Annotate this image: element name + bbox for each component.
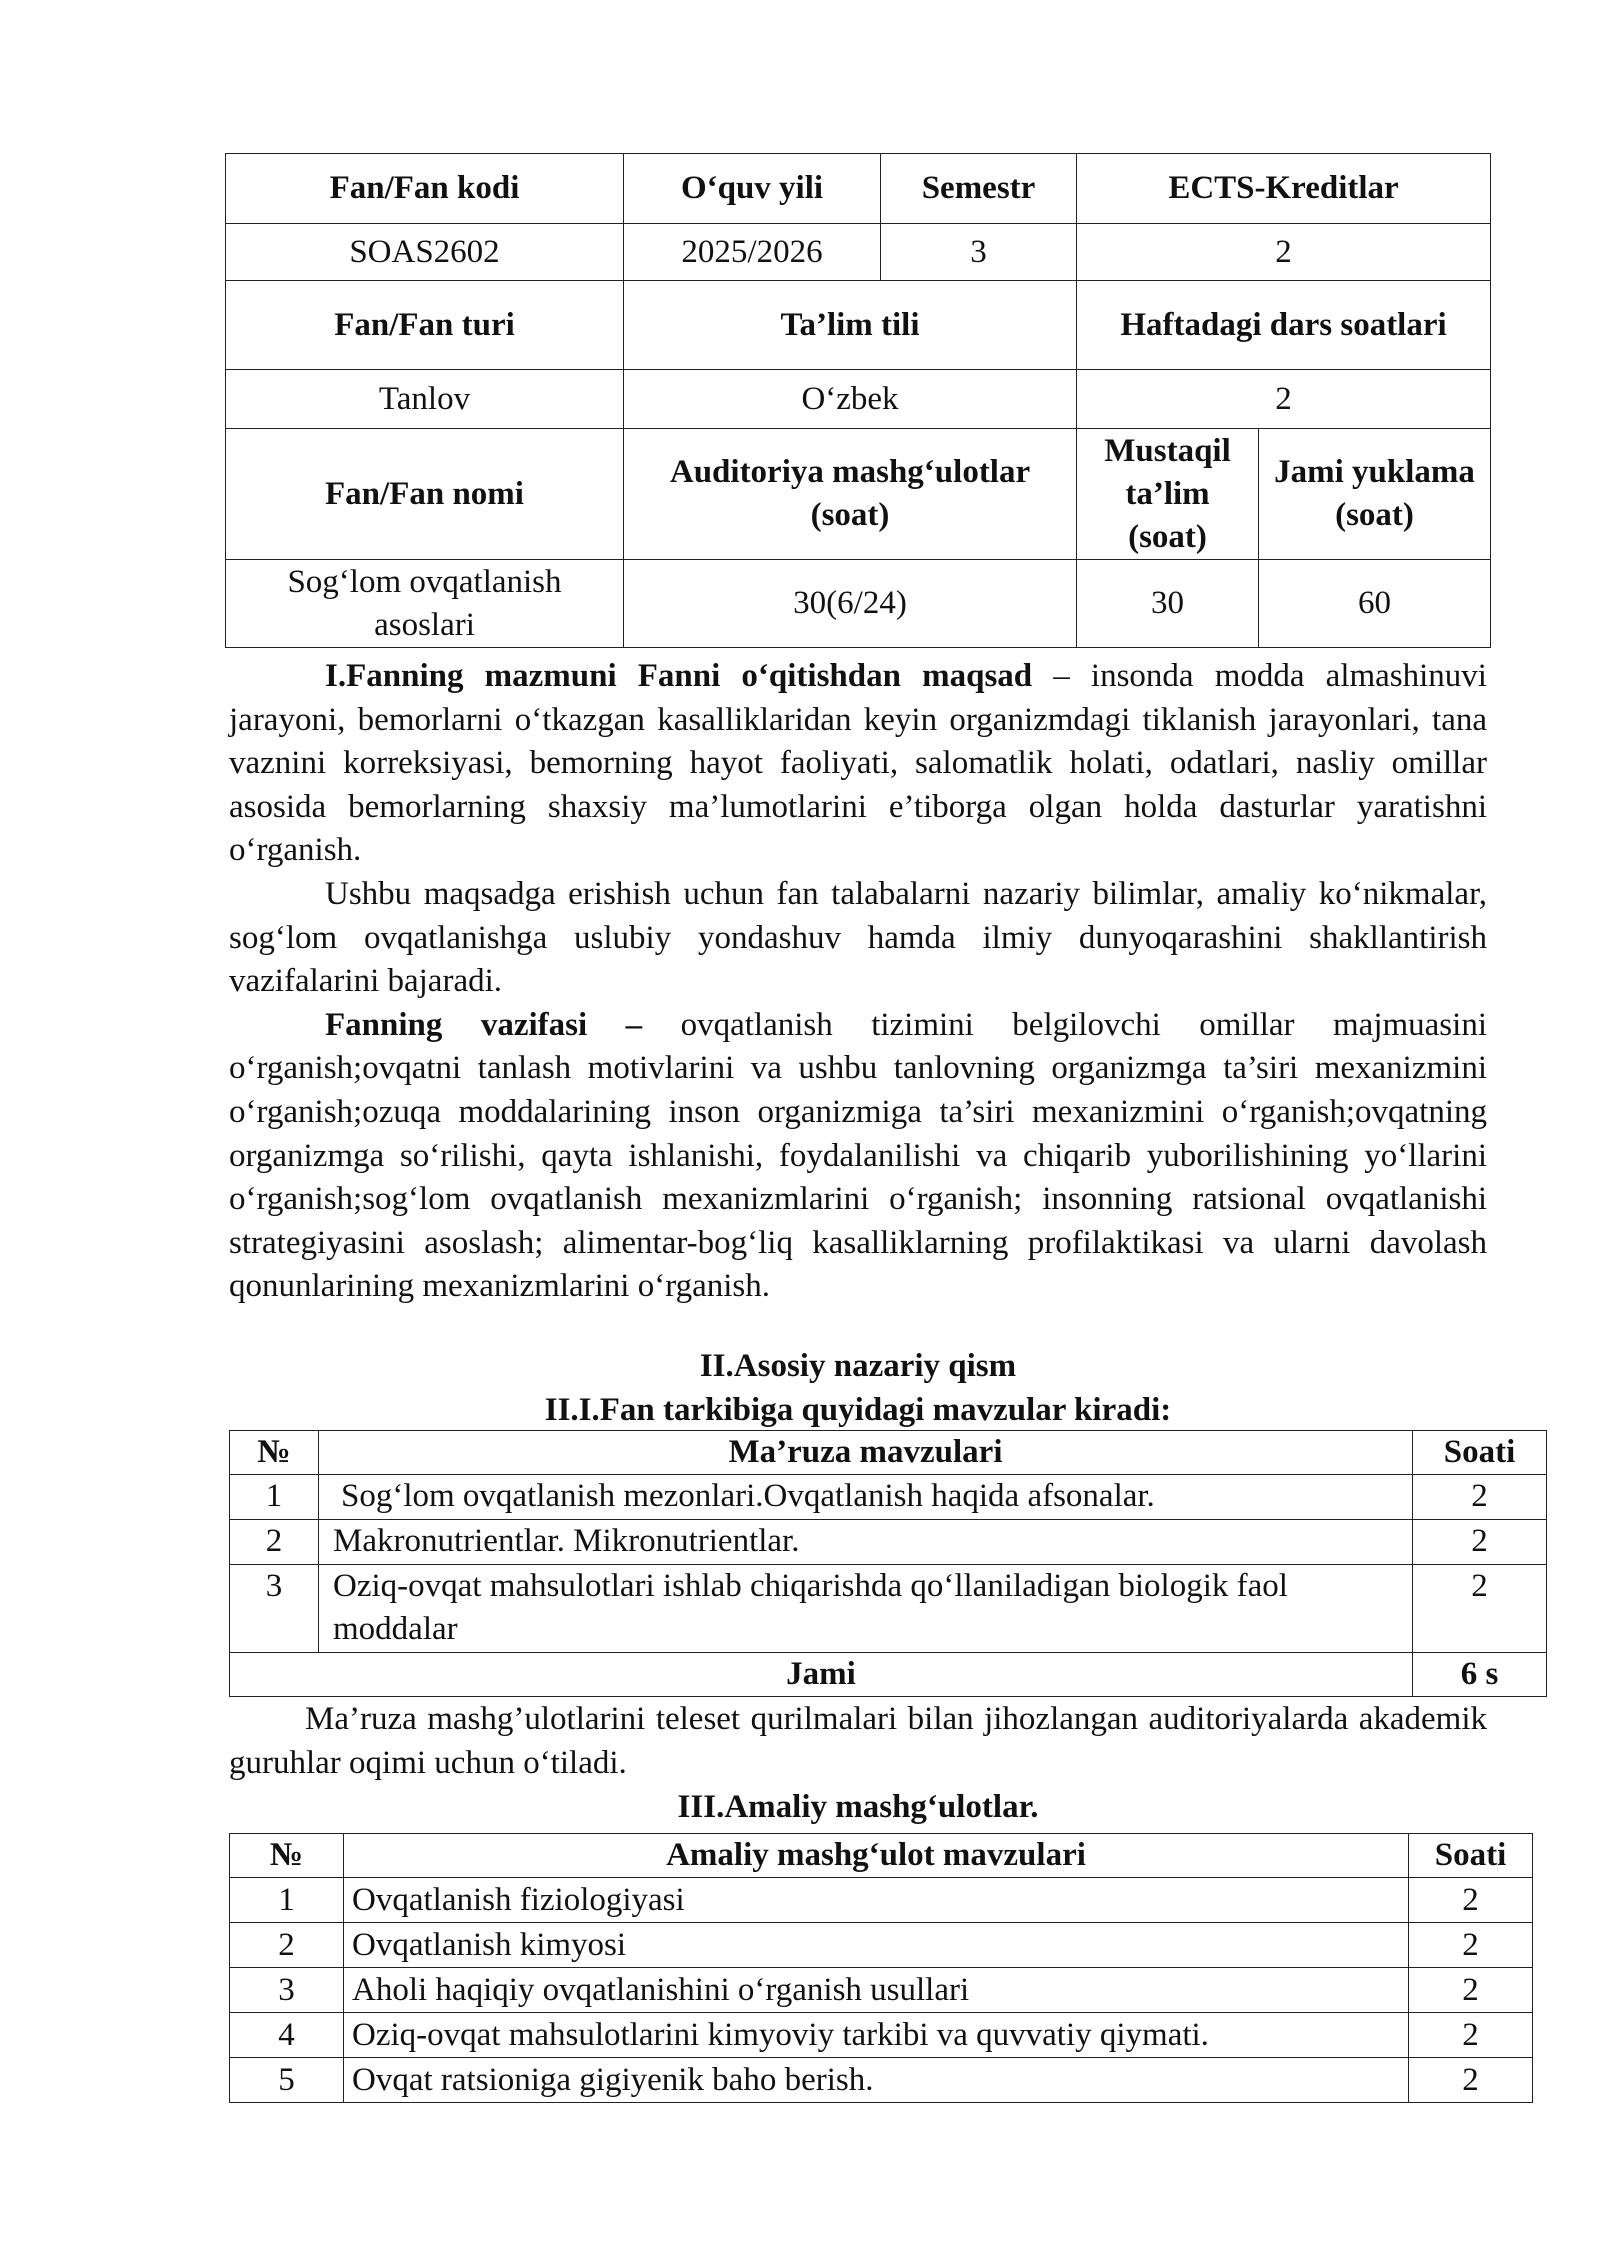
practical-row-hours: 2 bbox=[1409, 2058, 1533, 2103]
header-fan-kodi: Fan/Fan kodi bbox=[226, 154, 624, 224]
table-row bbox=[230, 1923, 1533, 1968]
lecture-header-hours: Soati bbox=[1413, 1431, 1547, 1475]
practical-row-topic: Oziq-ovqat mahsulotlarini kimyoviy tarkibi va quvvatiy qiymati. bbox=[344, 2013, 1409, 2058]
practical-header-hours: Soati bbox=[1409, 1834, 1533, 1878]
practical-row-topic: Ovqat ratsioniga gigiyenik baho berish. bbox=[344, 2058, 1409, 2103]
purpose-heading: I.Fanning mazmuni Fanni o‘qitishdan maqsad bbox=[325, 658, 1033, 694]
practical-row-hours: 2 bbox=[1409, 2013, 1533, 2058]
header-jami-yuklama: Jami yuklama (soat) bbox=[1259, 429, 1491, 560]
lecture-row-topic: Makronutrientlar. Mikronutrientlar. bbox=[319, 1520, 1413, 1565]
lecture-row-num: 3 bbox=[230, 1565, 319, 1653]
value-ects: 2 bbox=[1077, 224, 1491, 281]
practical-row-num: 1 bbox=[230, 1878, 344, 1923]
practical-row-num: 2 bbox=[230, 1923, 344, 1968]
purpose-paragraph bbox=[229, 655, 1487, 873]
lecture-row-num: 1 bbox=[230, 1475, 319, 1520]
table-row bbox=[230, 1565, 1547, 1653]
practical-row-num: 4 bbox=[230, 2013, 344, 2058]
value-haftalik-soatlar: 2 bbox=[1077, 370, 1491, 429]
lecture-row-hours: 2 bbox=[1413, 1475, 1547, 1520]
value-talim-tili: O‘zbek bbox=[624, 370, 1077, 429]
header-talim-tili: Ta’lim tili bbox=[624, 281, 1077, 370]
header-ects: ECTS-Kreditlar bbox=[1077, 154, 1491, 224]
table-row bbox=[230, 1520, 1547, 1565]
practical-row-hours: 2 bbox=[1409, 1923, 1533, 1968]
practical-topics-table bbox=[229, 1833, 1533, 2103]
lecture-total-row bbox=[230, 1653, 1547, 1697]
lecture-row-num: 2 bbox=[230, 1520, 319, 1565]
lecture-row-hours: 2 bbox=[1413, 1565, 1547, 1653]
practical-row-topic: Ovqatlanish fiziologiyasi bbox=[344, 1878, 1409, 1923]
lecture-header-num: № bbox=[230, 1431, 319, 1475]
practical-row-hours: 2 bbox=[1409, 1968, 1533, 2013]
practical-row-num: 3 bbox=[230, 1968, 344, 2013]
header-fan-nomi: Fan/Fan nomi bbox=[226, 429, 624, 560]
practical-row-topic: Aholi haqiqiy ovqatlanishini o‘rganish usullari bbox=[344, 1968, 1409, 2013]
table-row bbox=[230, 1878, 1533, 1923]
lecture-row-topic: Sog‘lom ovqatlanish mezonlari.Ovqatlanish haqida afsonalar. bbox=[319, 1475, 1413, 1520]
lecture-header-topic: Ma’ruza mavzulari bbox=[319, 1431, 1413, 1475]
lecture-topics-table bbox=[229, 1430, 1547, 1697]
lecture-note-text: Ma’ruza mashg’ulotlarini teleset qurilmalari bilan jihozlangan auditoriyalarda akademik guruhlar oqimi uchun o‘tiladi. bbox=[229, 1701, 1487, 1781]
lecture-row-hours: 2 bbox=[1413, 1520, 1547, 1565]
table-row bbox=[230, 1968, 1533, 2013]
lecture-row-topic: Oziq-ovqat mahsulotlari ishlab chiqarishda qo‘llaniladigan biologik faol moddalar bbox=[319, 1565, 1413, 1653]
value-fan-kodi: SOAS2602 bbox=[226, 224, 624, 281]
practical-header-num: № bbox=[230, 1834, 344, 1878]
header-auditoriya: Auditoriya mashg‘ulotlar (soat) bbox=[624, 429, 1077, 560]
practical-row-hours: 2 bbox=[1409, 1878, 1533, 1923]
tasks-text: ovqatlanish tizimini belgilovchi omillar majmuasini o‘rganish;ovqatni tanlash motivlarini va ushbu tanlovning organizmga ta’siri mexanizmini o‘rganish;ozuqa moddalarining inson organizmiga ta’siri mexanizmini o‘rganish;ovqatning organizmga so‘rilishi, qayta ishlanishi, foydalanilishi va chiqarib yuborilishining yo‘llarini o‘rganish;sog‘lom ovqatlanish mexanizmlarini o‘rganish; insonning ratsional ovqatlanishi strategiyasini asoslash; alimentar-bog‘liq kasalliklarning profilaktikasi va ularni davolash qonunlarining mexanizmlarini o‘rganish. bbox=[229, 1006, 1487, 1305]
practical-row-topic: Ovqatlanish kimyosi bbox=[344, 1923, 1409, 1968]
value-jami-yuklama: 60 bbox=[1259, 560, 1491, 648]
purpose-text: – insonda modda almashinuvi jarayoni, bemorlarni o‘tkazgan kasalliklaridan keyin organizmdagi tiklanish jarayonlari, tana vaznini korreksiyasi, bemorning hayot faoliyati, salomatlik holati, odatlari, nasliy omillar asosida bemorlarning shaxsiy ma’lumotlarini e’tiborga olgan holda dasturlar yaratishni o‘rganish. bbox=[229, 658, 1487, 869]
practical-row-num: 5 bbox=[230, 2058, 344, 2103]
section1-text bbox=[229, 655, 1487, 1309]
tasks-heading: Fanning vazifasi – bbox=[325, 1006, 643, 1043]
value-auditoriya: 30(6/24) bbox=[624, 560, 1077, 648]
header-haftalik-soatlar: Haftadagi dars soatlari bbox=[1077, 281, 1491, 370]
lecture-total-label: Jami bbox=[230, 1653, 1413, 1697]
goals-paragraph: Ushbu maqsadga erishish uchun fan talabalarni nazariy bilimlar, amaliy ko‘nikmalar, sog‘lom ovqatlanishga uslubiy yondashuv hamda ilmiy dunyoqarashini shakllantirish vazifalarini bajaradi. bbox=[229, 875, 1487, 1000]
value-fan-nomi: Sog‘lom ovqatlanish asoslari bbox=[226, 560, 624, 648]
value-oquv-yili: 2025/2026 bbox=[624, 224, 881, 281]
table-row bbox=[230, 2013, 1533, 2058]
section3-title: III.Amaliy mashg‘ulotlar. bbox=[677, 1789, 1039, 1825]
lecture-total-value: 6 s bbox=[1413, 1653, 1547, 1697]
table-row bbox=[230, 1475, 1547, 1520]
header-oquv-yili: O‘quv yili bbox=[624, 154, 881, 224]
tasks-paragraph bbox=[229, 1004, 1487, 1309]
table-row bbox=[230, 2058, 1533, 2103]
lecture-note bbox=[229, 1698, 1487, 1785]
header-semestr: Semestr bbox=[881, 154, 1077, 224]
value-mustaqil: 30 bbox=[1077, 560, 1259, 648]
header-mustaqil: Mustaqil ta’lim (soat) bbox=[1077, 429, 1259, 560]
header-fan-turi: Fan/Fan turi bbox=[226, 281, 624, 370]
value-semestr: 3 bbox=[881, 224, 1077, 281]
section2-title: II.Asosiy nazariy qism bbox=[699, 1348, 1017, 1384]
practical-header-topic: Amaliy mashg‘ulot mavzulari bbox=[344, 1834, 1409, 1878]
value-fan-turi: Tanlov bbox=[226, 370, 624, 429]
course-info-table bbox=[225, 153, 1491, 648]
section2-subtitle: II.I.Fan tarkibiga quyidagi mavzular kiradi: bbox=[544, 1392, 1172, 1428]
